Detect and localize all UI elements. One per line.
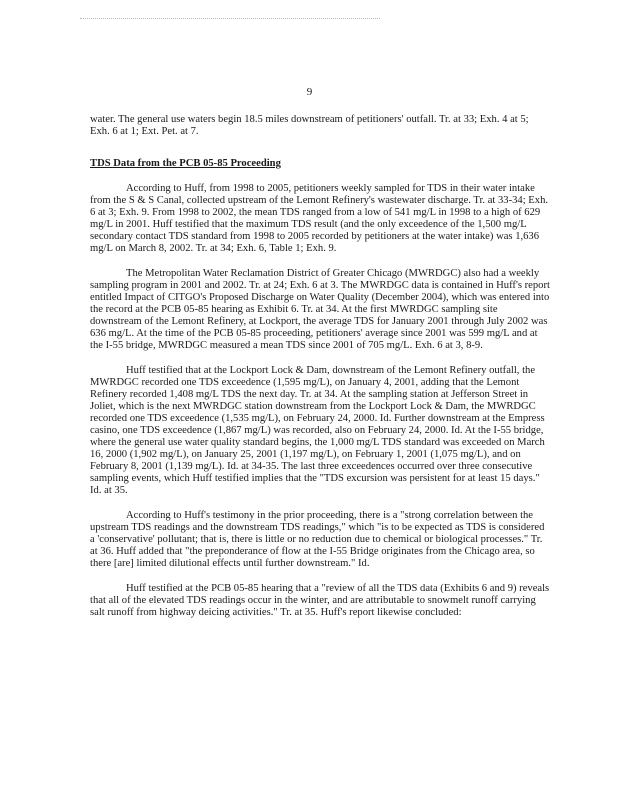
scan-artifact-rule bbox=[80, 18, 380, 20]
section-heading: TDS Data from the PCB 05-85 Proceeding bbox=[90, 158, 281, 169]
paragraph-huff-sampling: According to Huff, from 1998 to 2005, petitioners weekly sampled for TDS in their water intake from the S & S Canal, collected upstream of the Lemont Refinery's wastewater discharge. Tr. at 33-34; Exh. 6 at 3; Exh. 9. From 1998 to 2002, the mean TDS ranged from a low of 541 mg/L in 1998 to a high of 629 mg/L in 2001. Huff testified that the maximum TDS result (and the only exceedence of the 1,500 mg/L secondary contact TDS standard from 1998 to 2005 recorded by petitioners at the water intake) was 1,636 mg/L on March 8, 2002. Tr. at 34; Exh. 6, Table 1; Exh. 9. bbox=[90, 183, 549, 254]
continuation-paragraph: water. The general use waters begin 18.5 miles downstream of petitioners' outfall. Tr. at 33; Exh. 4 at 5; Exh. 6 at 1; Ext. Pet. at 7. bbox=[90, 114, 529, 137]
paragraph-winter-readings: Huff testified at the PCB 05-85 hearing that a "review of all the TDS data (Exhibits 6 and 9) reveals that all of the elevated TDS readings occur in the winter, and are attributable to snowmelt runoff carrying salt runoff from highway deicing activities." Tr. at 35. Huff's report likewise concluded: bbox=[90, 583, 550, 618]
document-body bbox=[90, 114, 550, 632]
paragraph-mwrdgc-program: The Metropolitan Water Reclamation District of Greater Chicago (MWRDGC) also had a weekly sampling program in 2001 and 2002. Tr. at 24; Exh. 6 at 3. The MWRDGC data is contained in Huff's report entitled Impact of CITGO's Proposed Discharge on Water Quality (December 2004), which was entered into the record at the PCB 05-85 hearing as Exhibit 6. Tr. at 34. At the first MWRDGC sampling site downstream of the Lemont Refinery, at Lockport, the average TDS for January 2001 through July 2002 was 636 mg/L. At the time of the PCB 05-85 proceeding, petitioners' average since 2001 was 599 mg/L and at the I-55 bridge, MWRDGC measured a mean TDS since 2001 of 705 mg/L. Exh. 6 at 3, 8-9. bbox=[90, 268, 550, 351]
paragraph-correlation: According to Huff's testimony in the prior proceeding, there is a "strong correlation between the upstream TDS readings and the downstream TDS readings," which "is to be expected as TDS is considered a 'conservative' pollutant; that is, there is little or no reduction due to chemical or biological processes." Tr. at 36. Huff added that "the preponderance of flow at the I-55 Bridge originates from the Chicago area, so there [are] limited dilutional effects until further downstream." Id. bbox=[90, 510, 545, 569]
page-number: 9 bbox=[306, 86, 313, 98]
paragraph-exceedences: Huff testified that at the Lockport Lock & Dam, downstream of the Lemont Refinery outfall, the MWRDGC recorded one TDS exceedence (1,595 mg/L), on January 4, 2001, adding that the Lemont Refinery recorded 1,408 mg/L TDS the next day. Tr. at 34. At the sampling station at Jefferson Street in Joliet, which is the next MWRDGC station downstream from the Lockport Lock & Dam, the MWRDGC recorded one TDS exceedence (1,535 mg/L), on February 24, 2000. Id. Further downstream at the Empress casino, one TDS exceedence (1,867 mg/L) was recorded, also on February 24, 2000. Id. At the I-55 bridge, where the general use water quality standard begins, the 1,000 mg/L TDS standard was exceeded on March 16, 2000 (1,902 mg/L), on January 25, 2001 (1,197 mg/L), on February 1, 2001 (1,075 mg/L), and on February 8, 2001 (1,139 mg/L). Id. at 34-35. The last three exceedences occurred over three consecutive sampling events, which Huff testified implies that the "TDS excursion was persistent for at least 15 days." Id. at 35. bbox=[90, 365, 545, 496]
